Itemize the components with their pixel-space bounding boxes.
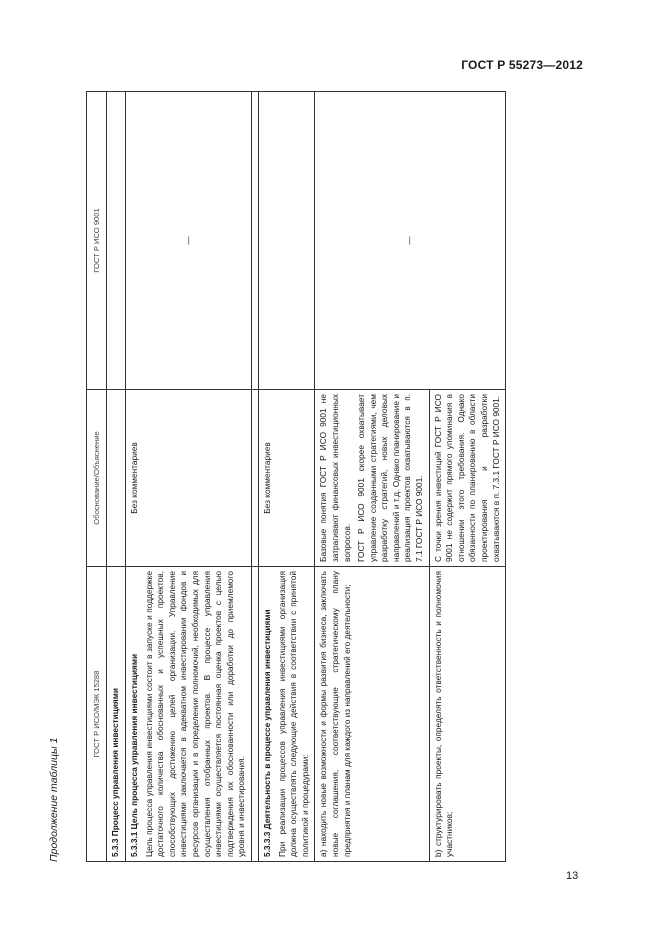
row-comment-cell <box>315 390 429 567</box>
spacer-row <box>251 92 258 862</box>
page-number: 13 <box>566 870 579 882</box>
table-row <box>126 92 252 862</box>
row-text-cell: b) структурировать проекты, определять ответственность и полномочия участников; <box>429 567 506 862</box>
comparison-table <box>86 91 506 862</box>
row-title: 5.3.3.3 Деятельность в процессе управления инвестициями <box>261 609 272 857</box>
row-title: 5.3.3.1 Цель процесса управления инвестициями <box>129 653 139 857</box>
section-empty-cell <box>107 390 126 567</box>
row-9001-cell <box>258 92 314 390</box>
row-text: При реализации процессов управления инвестициями организация должна осуществлять следующие действия в соответствии с принятой политикой и процедурами: <box>276 571 310 857</box>
row-text-cell <box>126 567 252 862</box>
column-header-15288: ГОСТ Р ИСО/МЭК 15288 <box>87 567 107 862</box>
row-9001-value: — <box>404 236 415 245</box>
row-comment-part: ГОСТ Р ИСО 9001 скорее охватывает управление созданными стратегиями, чем разработку стратегий, новых деловых направлений и т.д. Однако планирование и реализация проектов охватываются в п. 7.1 ГОСТ Р ИСО 9001. <box>356 394 425 562</box>
table-header-row <box>87 92 107 862</box>
standard-header: ГОСТ Р 55273—2012 <box>461 58 583 72</box>
row-comment-part: Базовые понятия ГОСТ Р ИСО 9001 не затрагивают финансовых инвестиционных вопросов. <box>318 394 352 562</box>
section-row <box>107 92 126 862</box>
spacer-cell <box>251 92 258 390</box>
row-comment: Без комментариев <box>258 390 314 567</box>
row-9001-cell <box>315 92 506 390</box>
rotated-table-frame <box>48 92 572 862</box>
row-9001-value: — <box>182 236 193 245</box>
spacer-cell <box>251 567 258 862</box>
row-text: Цель процесса управления инвестициями состоит в запуске и поддержке достаточного количества обоснованных и успешных проектов, способствующих достижению целей организации. Управление инвестициями заключается в адекватном инвестировании фондов и ресурсов организации и в определении полномочий, необходимых для осуществления отобранных проектов. В процессе управления инвестициями осуществляется постоянная оценка проектов с целью подтверждения их обоснованности или доработки до приемлемого уровня и инвестирования. <box>143 571 247 857</box>
column-header-justification: Обоснование/Объяснение <box>87 390 107 567</box>
row-comment: С точки зрения инвестиций ГОСТ Р ИСО 9001 не содержит прямого упоминания в отношении этого требования. Однако обязанности по планированию в области проектирования и разработки охватываются в п. 7.3.1 ГОСТ Р ИСО 9001. <box>429 390 506 567</box>
row-comment: Без комментариев <box>126 390 252 567</box>
column-header-9001: ГОСТ Р ИСО 9001 <box>87 92 107 390</box>
table-row <box>315 92 429 862</box>
row-9001-cell <box>126 92 252 390</box>
section-title: 5.3.3 Процесс управления инвестициями <box>107 567 126 862</box>
spacer-cell <box>251 390 258 567</box>
table-caption: Продолжение таблицы 1 <box>48 737 60 862</box>
table-row <box>258 92 314 862</box>
row-text-cell: а) находить новые возможности и формы развития бизнеса, заключать новые соглашения, соответствующие стратегическому плану предприятия и планам для каждого из направлений его деятельности; <box>315 567 429 862</box>
section-empty-cell <box>107 92 126 390</box>
row-text-cell <box>258 567 314 862</box>
